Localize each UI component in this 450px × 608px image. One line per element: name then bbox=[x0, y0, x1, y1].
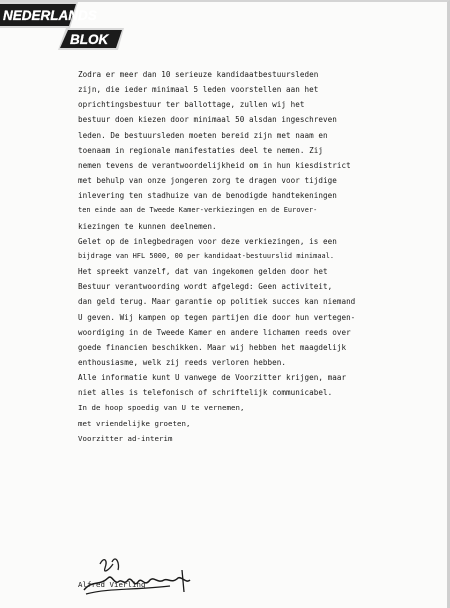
letter-closing bbox=[78, 400, 450, 445]
text-line: kiezingen te kunnen deelnemen. bbox=[78, 221, 217, 231]
text-line: Alle informatie kunt U vanwege de Voorzitter krijgen, maar bbox=[78, 373, 347, 383]
letter-body bbox=[78, 67, 450, 446]
signer-title: Voorzitter ad-interim bbox=[78, 433, 173, 443]
nederlands-blok-logo bbox=[0, 2, 125, 54]
text-line: zijn, die ieder minimaal 5 leden voorstellen aan het bbox=[78, 85, 319, 95]
text-line: Het spreekt vanzelf, dat van ingekomen gelden door het bbox=[78, 267, 328, 277]
logo-text-blok: BLOK bbox=[70, 32, 109, 47]
text-line: met behulp van onze jongeren zorg te dragen voor tijdige bbox=[78, 176, 337, 186]
logo-text-nederlands: NEDERLANDS bbox=[3, 8, 97, 23]
text-line: inlevering ten stadhuize van de benodigde handtekeningen bbox=[78, 191, 337, 201]
text-line: oprichtingsbestuur ter ballottage, zullen wij het bbox=[78, 100, 305, 110]
text-line: toenaam in regionale manifestaties deel te nemen. Zij bbox=[78, 145, 323, 155]
handwritten-signature bbox=[78, 550, 196, 602]
text-line: goede financien beschikken. Maar wij hebben het maagdelijk bbox=[78, 342, 347, 352]
signer-name: Alfred Vierling bbox=[78, 580, 146, 589]
text-line: ten einde aan de Tweede Kamer-verkiezingen en de Eurover- bbox=[78, 206, 318, 215]
text-line: bijdrage van HFL 5000, 00 per kandidaat-bestuurslid minimaal. bbox=[78, 251, 335, 260]
text-line: Gelet op de inlegbedragen voor deze verkiezingen, is een bbox=[78, 236, 337, 246]
text-line: bestuur doen kiezen door minimaal 50 alsdan ingeschreven bbox=[78, 115, 337, 125]
paragraph-contribution bbox=[78, 234, 450, 370]
paragraph-information bbox=[78, 370, 450, 400]
paragraph-recruitment bbox=[78, 67, 450, 234]
text-line: U geven. Wij kampen op tegen partijen die door hun vertegen- bbox=[78, 312, 356, 322]
text-line: Zodra er meer dan 10 serieuze kandidaatbestuursleden bbox=[78, 70, 319, 79]
closing-line: met vriendelijke groeten, bbox=[78, 418, 191, 428]
text-line: leden. De bestuursleden moeten bereid zijn met naam en bbox=[78, 130, 328, 140]
text-line: dan geld terug. Maar garantie op politiek succes kan niemand bbox=[78, 297, 356, 307]
closing-line: In de hoop spoedig van U te vernemen, bbox=[78, 403, 245, 413]
text-line: nemen tevens de verantwoordelijkheid om in hun kiesdistrict bbox=[78, 160, 351, 170]
text-line: niet alles is telefonisch of schriftelijk communicabel. bbox=[78, 388, 333, 398]
text-line: woordiging in de Tweede Kamer en andere lichamen reeds over bbox=[78, 327, 351, 337]
text-line: Bestuur verantwoording wordt afgelegd: Geen activiteit, bbox=[78, 282, 333, 292]
text-line: enthousiasme, welk zij reeds verloren hebben. bbox=[78, 357, 286, 367]
signature-block bbox=[78, 550, 196, 602]
